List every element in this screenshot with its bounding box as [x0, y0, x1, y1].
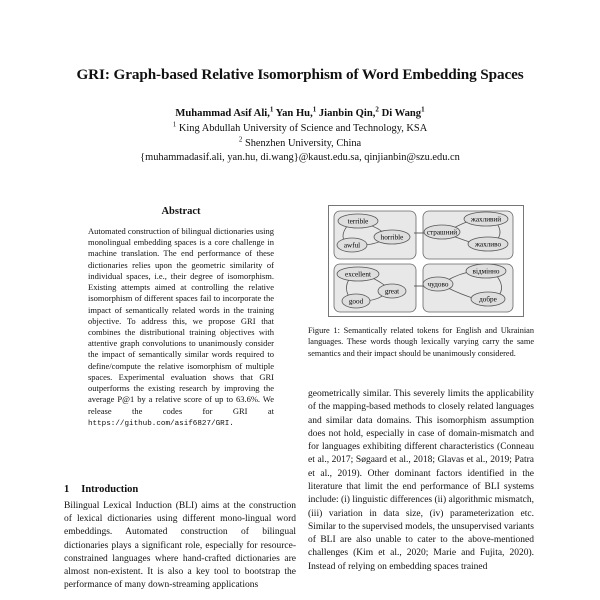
- affiliation-1-mark: 1: [172, 120, 177, 129]
- section-number: 1: [64, 484, 70, 495]
- abstract-text: [88, 226, 274, 430]
- affiliation-1: [0, 120, 600, 134]
- introduction-text: Bilingual Lexical Induction (BLI) aims at the construction of lexical dictionaries using different mono-lingual word embeddings. Automated construction of bilingual dictionaries plays a significant role, especially for resource-constrained languages where hand-crafted dictionaries are almost non-existent. It is also a key tool to bootstrap the performance of many down-streaming applications: [64, 501, 296, 591]
- figure-1-caption: Figure 1: Semantically related tokens for English and Ukrainian languages. These words though lexically varying carry the same semantics and their impact should be unanimously considered.: [308, 326, 534, 358]
- node-label-great: great: [384, 287, 400, 296]
- section-title: Introduction: [81, 484, 139, 495]
- section-heading-introduction: [64, 484, 138, 495]
- node-label-terrible: terrible: [347, 217, 369, 226]
- author-1-mark: 1: [269, 105, 274, 114]
- node-label-chudovo: чудово: [427, 280, 449, 289]
- node-label-vidminno: відмінно: [472, 267, 500, 276]
- affiliation-2-mark: 2: [238, 135, 243, 144]
- abstract-paragraph: Automated construction of bilingual dictionaries using monolingual embedding spaces is a core challenge in machine translation. The end performance of these dictionaries relies upon the geometric similarity of individual spaces, i.e., their degree of isomorphism. Existing attempts aimed at controlling the relative isomorphism of different spaces fail to incorporate the impact of semantically related words in the training objective. To address this, we propose GRI that combines the distributional training objectives with attentive graph convolutions to unanimously consider the impact of semantically similar words required to define/compute the relative isomorphism of multiple spaces. Experimental evaluation shows that GRI outperforms the existing research by improving the average P@1 by a relative score of up to 63.6%. We release the codes for GRI at: [88, 226, 274, 416]
- node-label-strashnyi: страшний: [426, 228, 458, 237]
- node-label-zhakhlyvo: жахливо: [474, 240, 502, 249]
- affiliation-2: [0, 135, 600, 149]
- author-3-mark: 2: [375, 105, 379, 114]
- author-4-mark: 1: [421, 105, 425, 114]
- author-2-mark: 1: [312, 105, 317, 114]
- node-label-horrible: horrible: [380, 233, 404, 242]
- node-label-zhakhlyvyi: жахливий: [470, 215, 502, 224]
- author-emails: {muhammadasif.ali, yan.hu, di.wang}@kaust.edu.sa, qinjianbin@szu.edu.cn: [140, 152, 460, 163]
- affiliation-1-text: King Abdullah University of Science and Technology, KSA: [178, 123, 428, 134]
- author-2: Yan Hu,: [275, 108, 313, 119]
- code-link[interactable]: https://github.com/asif6827/GRI.: [88, 419, 234, 428]
- node-label-dobre: добре: [479, 295, 497, 304]
- abstract-heading: Abstract: [161, 206, 201, 217]
- node-label-good: good: [348, 297, 364, 306]
- right-column-text: geometrically similar. This severely limits the applicability of the mapping-based methods to closely related languages and similar data domains. This isomorphism assumption does not hold, especially in case of domain-mismatch and for languages exhibiting different characteristics (Conneau et al., 2017; Søgaard et al., 2018; Glavas et al., 2019; Patra et al., 2019). Other dominant factors identified in the literature that limit the end performance of BLI systems include: (i) linguistic differences (ii) algorithmic mismatch, (iii) variation in data size, (iv) parameterization etc. Similar to the supervised models, the unsupervised variants of BLI are also unable to cater to the above-mentioned challenges (Kim et al., 2020; Marie and Fujita, 2020). Instead of relying on embedding spaces trained: [308, 389, 534, 572]
- author-4: Di Wang: [381, 108, 422, 119]
- author-3: Jianbin Qin,: [318, 108, 376, 119]
- affiliation-2-text: Shenzhen University, China: [244, 138, 362, 149]
- paper-title: GRI: Graph-based Relative Isomorphism of Word Embedding Spaces: [76, 66, 524, 83]
- node-label-excellent: excellent: [345, 270, 371, 279]
- node-label-awful: awful: [343, 241, 361, 250]
- author-1: Muhammad Asif Ali,: [175, 108, 270, 119]
- author-list: [0, 105, 600, 119]
- figure-1: [328, 205, 524, 317]
